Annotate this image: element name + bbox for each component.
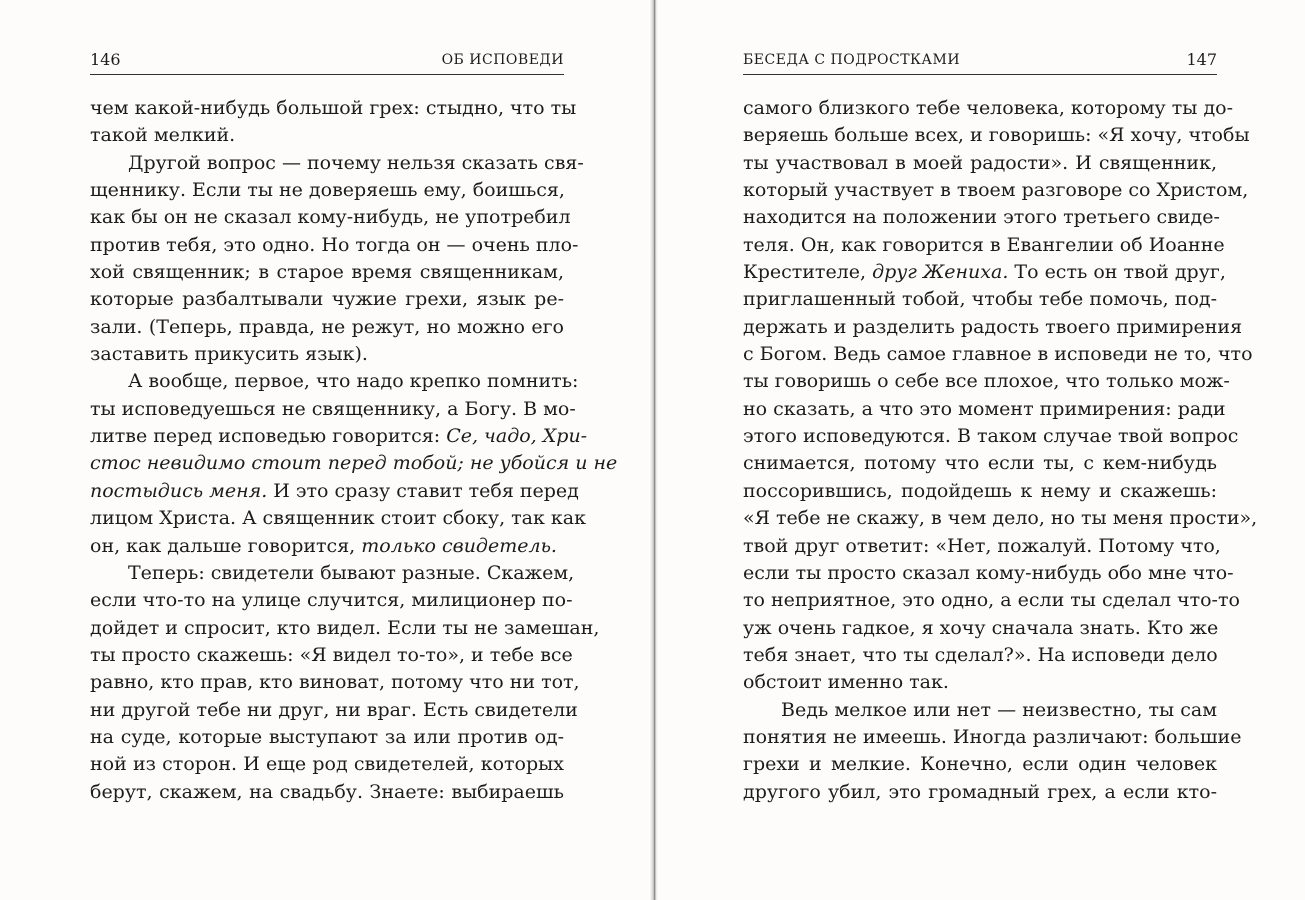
text-line: понятия не имеешь. Иногда различают: большие	[743, 725, 1242, 748]
left-page-header	[90, 50, 564, 75]
right-page-header	[743, 50, 1217, 75]
text-line: другого убил, это громадный грех, а если кто-	[743, 780, 1217, 803]
text-line: ни другой тебе ни друг, ни враг. Есть свидетели	[90, 698, 578, 721]
text-line: стос невидимо стоит перед тобой; не убойся и не	[90, 452, 618, 475]
text-line: твой друг ответит: «Нет, пожалуй. Потому что,	[743, 534, 1221, 557]
text-line: поссорившись, подойдешь к нему и скажешь:	[743, 479, 1217, 502]
text-line: Ведь мелкое или нет — неизвестно, ты сам	[781, 698, 1217, 721]
text-line: который участвует в твоем разговоре со Христом,	[743, 179, 1249, 202]
text-line: дойдет и спросит, кто видел. Если ты не замешан,	[90, 616, 600, 639]
text-line: ты исповедуешься не священнику, а Богу. В мо-	[90, 397, 576, 420]
text-line: берут, скажем, на свадьбу. Знаете: выбираешь	[90, 780, 564, 803]
text-line: зали. (Теперь, правда, не режут, но можно его	[90, 315, 564, 338]
text-line: ты говоришь о себе все плохое, что только мож-	[743, 370, 1230, 393]
text-line: грехи и мелкие. Конечно, если один человек	[743, 753, 1217, 776]
text-line: заставить прикусить язык).	[90, 343, 368, 366]
text-line: тебя знает, что ты сделал?». На исповеди дело	[743, 643, 1218, 666]
text-line: Другой вопрос — почему нельзя сказать свя-	[128, 151, 584, 174]
text-line: с Богом. Ведь самое главное в исповеди не то, что	[743, 343, 1253, 366]
running-title: БЕСЕДА С ПОДРОСТКАМИ	[743, 52, 961, 68]
text-line: чем какой-нибудь большой грех: стыдно, что ты	[90, 97, 577, 119]
text-line: Крестителе, друг Жениха. То есть он твой друг,	[743, 261, 1226, 284]
text-line: снимается, потому что если ты, с кем-нибудь	[743, 452, 1217, 475]
text-line: обстоит именно так.	[743, 671, 949, 694]
book-gutter	[650, 0, 658, 900]
running-title: ОБ ИСПОВЕДИ	[441, 52, 564, 68]
text-line: как бы он не сказал кому-нибудь, не употребил	[90, 206, 571, 229]
text-line: находится на положении этого третьего свиде-	[743, 206, 1220, 229]
text-line: Теперь: свидетели бывают разные. Скажем,	[128, 561, 575, 584]
text-line: щеннику. Если ты не доверяешь ему, боишься,	[90, 179, 565, 202]
text-line: лицом Христа. А священник стоит сбоку, так как	[90, 507, 586, 530]
text-line: приглашенный тобой, чтобы тебе помочь, под-	[743, 288, 1217, 311]
text-line: ты участвовал в моей радости». И священник,	[743, 151, 1217, 174]
text-line: если что-то на улице случится, милиционер по-	[90, 589, 573, 612]
text-line: на суде, которые выступают за или против од-	[90, 725, 564, 748]
text-line: уж очень гадкое, я хочу сначала знать. Кто же	[743, 616, 1219, 639]
text-line: теля. Он, как говорится в Евангелии об Иоанне	[743, 233, 1225, 256]
left-page-text	[90, 95, 618, 806]
text-line: постыдись меня. И это сразу ставит тебя перед	[90, 479, 579, 502]
page-number: 147	[1186, 50, 1217, 69]
right-page	[743, 0, 1258, 900]
text-line: литве перед исповедью говорится: Се, чадо, Хри-	[90, 425, 588, 448]
text-line: хой священник; в старое время священникам,	[90, 261, 564, 284]
text-line: А вообще, первое, что надо крепко помнить:	[128, 370, 579, 393]
text-line: он, как дальше говорится, только свидетель.	[90, 534, 557, 557]
right-page-text	[743, 95, 1258, 806]
text-line: этого исповедуются. В таком случае твой вопрос	[743, 425, 1239, 448]
text-line: ты просто скажешь: «Я видел то-то», и тебе все	[90, 643, 573, 666]
text-line: если ты просто сказал кому-нибудь обо мне что-	[743, 561, 1234, 584]
text-line: «Я тебе не скажу, в чем дело, но ты меня прости»,	[743, 507, 1258, 530]
text-line: но сказать, а что это момент примирения: ради	[743, 397, 1226, 420]
text-line: самого близкого тебе человека, которому ты до-	[743, 97, 1234, 119]
text-line: ной из сторон. И еще род свидетелей, которых	[90, 753, 564, 776]
left-page	[90, 0, 618, 900]
text-line: которые разбалтывали чужие грехи, язык ре-	[90, 288, 564, 311]
text-line: то неприятное, это одно, а если ты сделал что-то	[743, 589, 1240, 612]
text-line: веряешь больше всех, и говоришь: «Я хочу, чтобы	[743, 124, 1250, 147]
text-line: держать и разделить радость твоего примирения	[743, 315, 1243, 338]
page-number: 146	[90, 50, 121, 69]
text-line: равно, кто прав, кто виноват, потому что ни тот,	[90, 671, 580, 694]
text-line: против тебя, это одно. Но тогда он — очень пло-	[90, 233, 579, 256]
text-line: такой мелкий.	[90, 124, 236, 147]
